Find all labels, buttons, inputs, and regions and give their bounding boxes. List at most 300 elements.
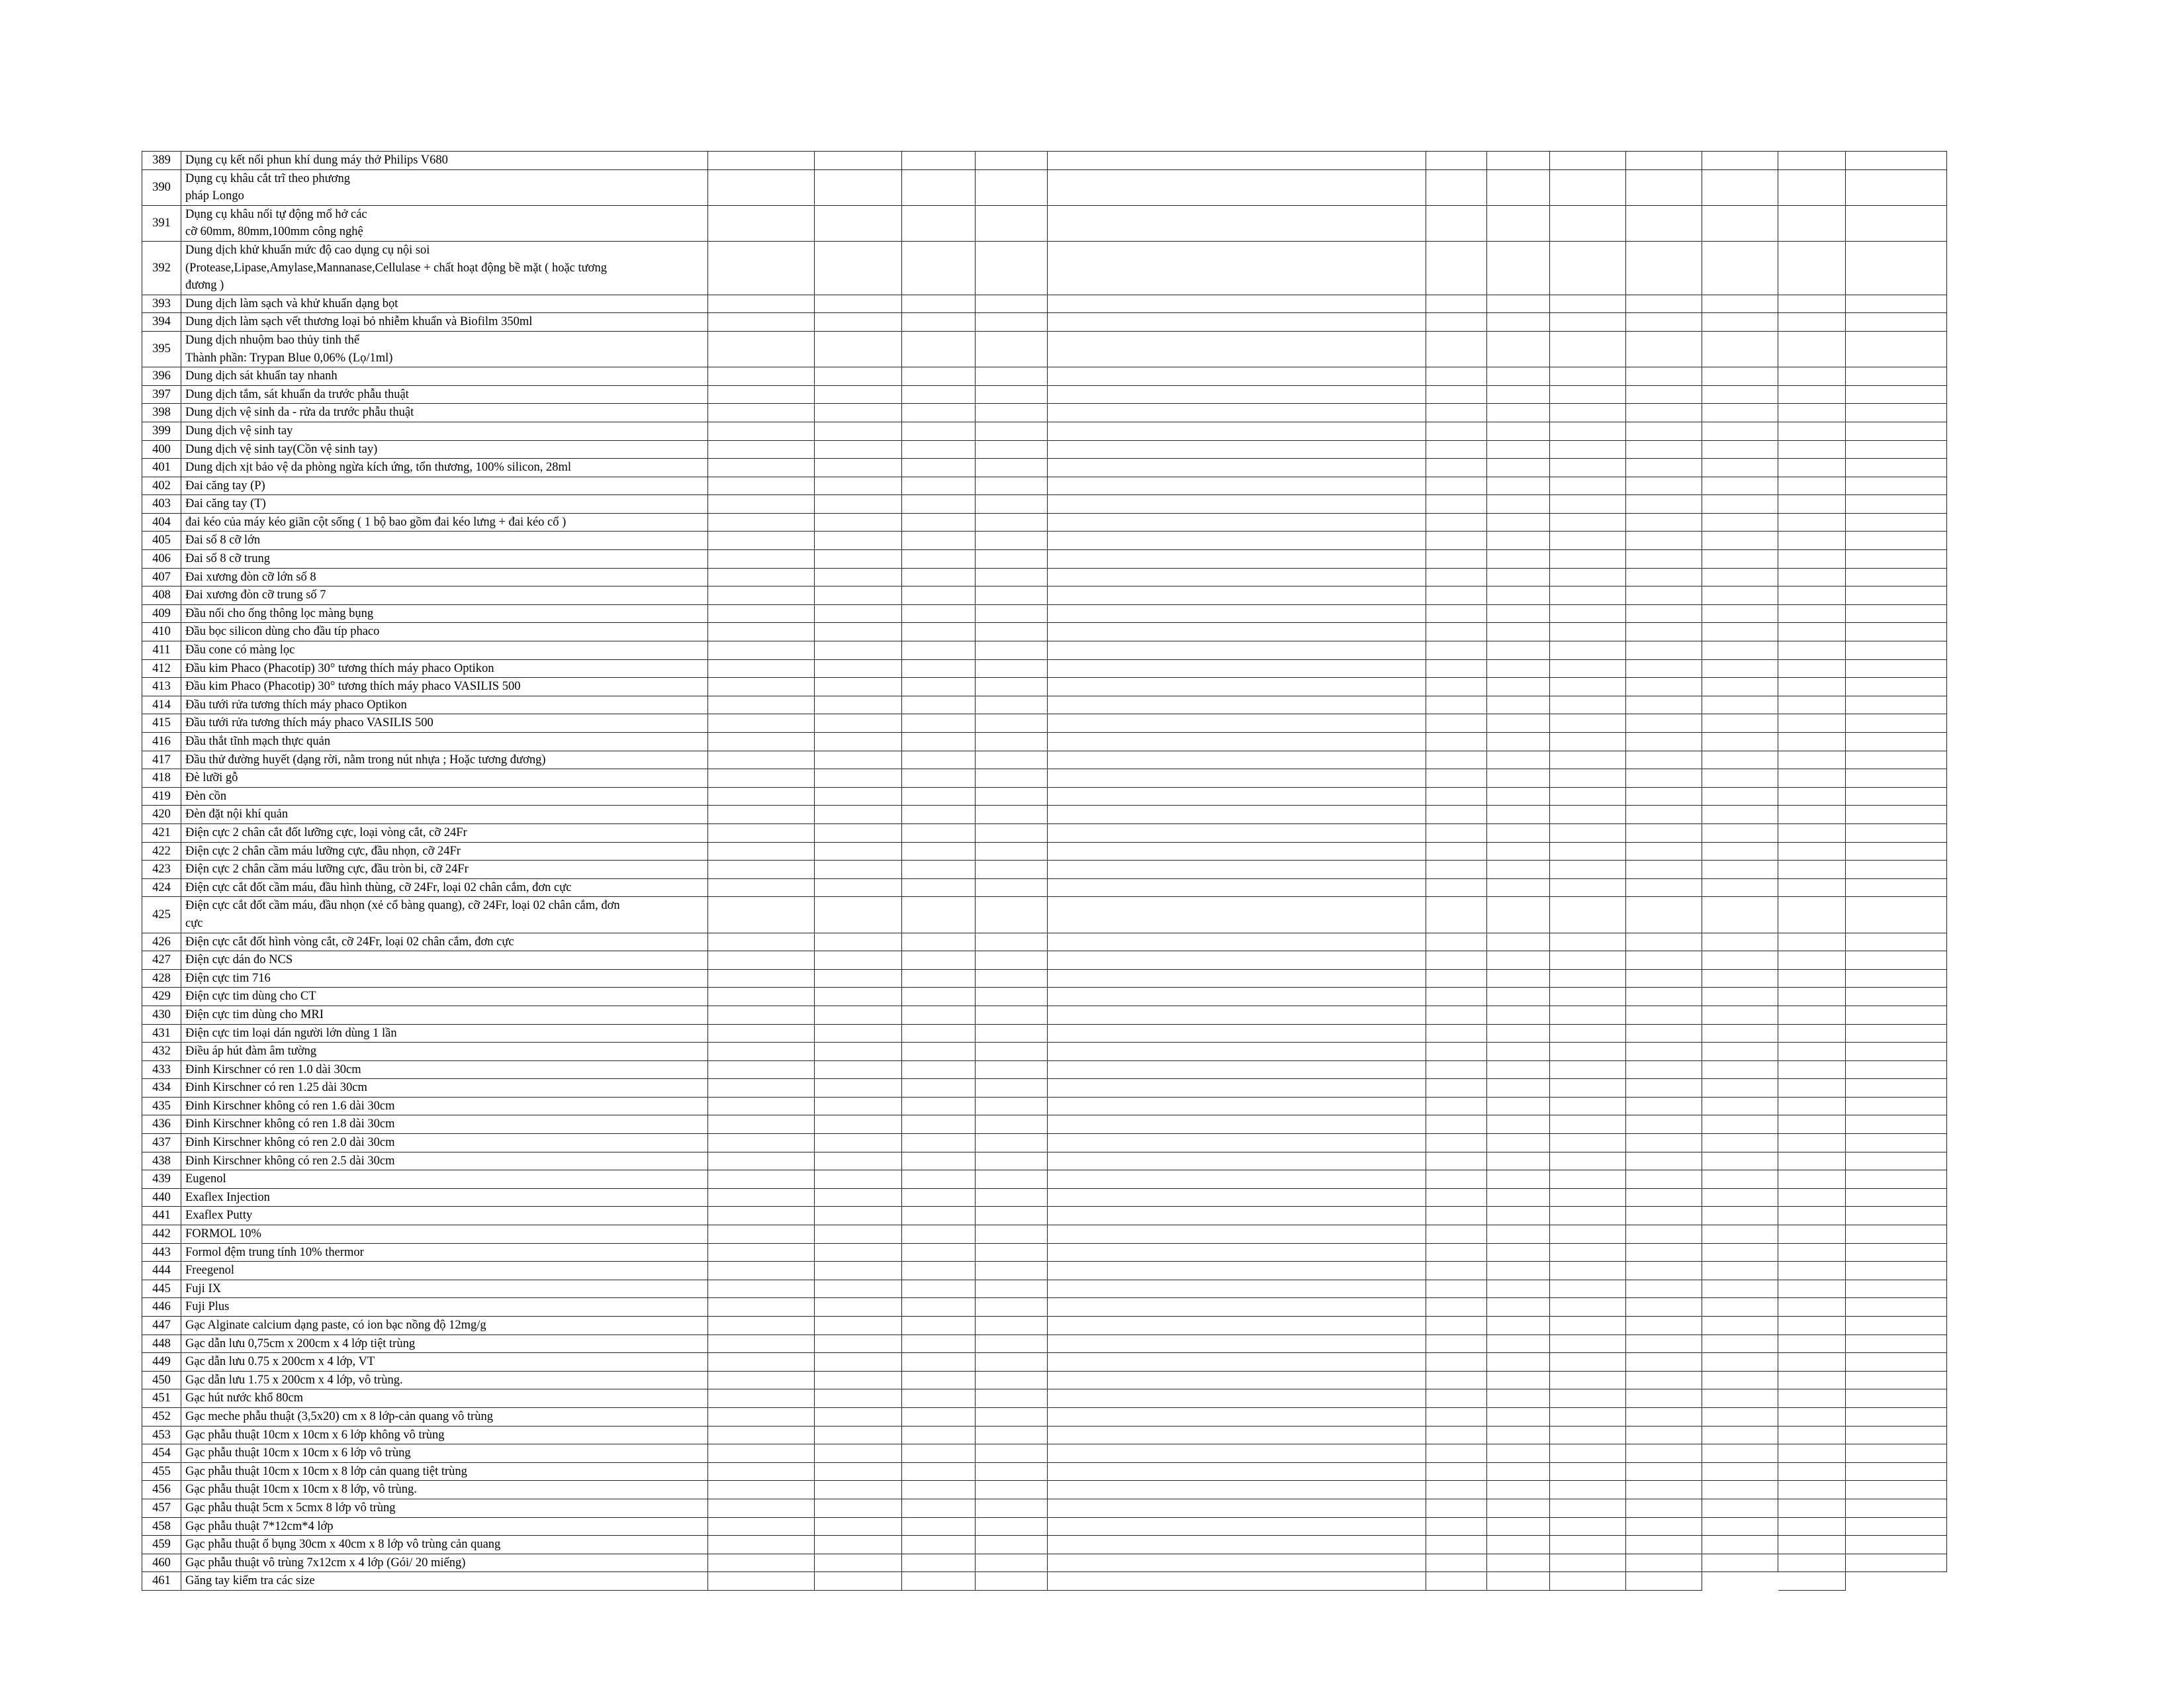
item-description-cell: Dung dịch vệ sinh tay(Cồn vệ sinh tay) <box>181 440 708 459</box>
row-number-cell: 427 <box>142 951 181 970</box>
empty-cell <box>1778 1170 1846 1189</box>
table-row <box>142 1262 1947 1280</box>
empty-cell <box>1426 897 1487 933</box>
empty-cell <box>815 1499 902 1517</box>
table-row <box>142 459 1947 477</box>
empty-cell <box>1487 495 1550 514</box>
empty-cell <box>1487 532 1550 550</box>
empty-cell <box>902 422 976 440</box>
empty-cell <box>976 1407 1048 1426</box>
item-description-cell: Dung dịch sát khuẩn tay nhanh <box>181 367 708 386</box>
empty-cell <box>1550 878 1626 897</box>
empty-cell <box>815 842 902 861</box>
empty-cell <box>1487 1115 1550 1134</box>
empty-cell <box>1846 169 1947 205</box>
table-row <box>142 1335 1947 1353</box>
row-number-cell: 410 <box>142 623 181 641</box>
empty-cell <box>976 1079 1048 1098</box>
empty-cell <box>1487 1389 1550 1408</box>
row-number-cell: 419 <box>142 787 181 806</box>
empty-cell <box>1846 623 1947 641</box>
empty-cell <box>1778 1517 1846 1536</box>
empty-cell <box>1846 1517 1947 1536</box>
empty-cell <box>1487 1097 1550 1115</box>
item-description-cell: Đầu tưới rửa tương thích máy phaco VASILIS 500 <box>181 714 708 733</box>
empty-cell <box>1048 641 1426 660</box>
item-description-cell: Eugenol <box>181 1170 708 1189</box>
empty-cell <box>1626 1024 1702 1043</box>
row-number-cell: 459 <box>142 1536 181 1554</box>
empty-cell <box>1778 1407 1846 1426</box>
empty-cell <box>708 1298 815 1317</box>
empty-cell <box>1426 1079 1487 1098</box>
empty-cell <box>1550 1207 1626 1225</box>
row-number-cell: 458 <box>142 1517 181 1536</box>
empty-cell <box>1846 422 1947 440</box>
empty-cell <box>1702 842 1778 861</box>
empty-cell <box>1487 1152 1550 1170</box>
empty-cell <box>1626 1499 1702 1517</box>
empty-cell <box>1048 1407 1426 1426</box>
empty-cell <box>1778 1043 1846 1061</box>
item-description-cell: Đinh Kirschner không có ren 1.8 dài 30cm <box>181 1115 708 1134</box>
empty-cell <box>1846 385 1947 404</box>
empty-cell <box>1487 205 1550 241</box>
empty-cell <box>1550 1134 1626 1152</box>
item-description-cell: Đầu thử đường huyết (dạng rời, nằm trong nút nhựa ; Hoặc tương đương) <box>181 751 708 769</box>
empty-cell <box>1550 550 1626 569</box>
empty-cell <box>902 1097 976 1115</box>
empty-cell <box>815 714 902 733</box>
empty-cell <box>1426 769 1487 788</box>
empty-cell <box>976 241 1048 295</box>
empty-cell <box>1778 513 1846 532</box>
empty-cell <box>1487 1371 1550 1389</box>
empty-cell <box>1702 1317 1778 1335</box>
empty-cell <box>1778 1481 1846 1499</box>
empty-cell <box>976 659 1048 678</box>
empty-cell <box>1487 1298 1550 1317</box>
empty-cell <box>1778 751 1846 769</box>
empty-cell <box>1048 787 1426 806</box>
empty-cell <box>976 623 1048 641</box>
empty-cell <box>976 714 1048 733</box>
empty-cell <box>1626 1188 1702 1207</box>
empty-cell <box>815 1298 902 1317</box>
empty-cell <box>1702 1554 1778 1572</box>
item-description-cell: Fuji IX <box>181 1280 708 1298</box>
empty-cell <box>1626 1517 1702 1536</box>
empty-cell <box>1048 169 1426 205</box>
empty-cell <box>708 586 815 605</box>
empty-cell <box>815 1280 902 1298</box>
empty-cell <box>708 1024 815 1043</box>
empty-cell <box>1702 550 1778 569</box>
empty-cell <box>1550 1006 1626 1024</box>
empty-cell <box>1550 586 1626 605</box>
empty-cell <box>815 1225 902 1244</box>
empty-cell <box>1846 550 1947 569</box>
empty-cell <box>1702 295 1778 313</box>
empty-cell <box>1846 806 1947 824</box>
empty-cell <box>976 586 1048 605</box>
empty-cell <box>1550 751 1626 769</box>
empty-cell <box>1778 951 1846 970</box>
empty-cell <box>1846 678 1947 696</box>
empty-cell <box>1550 1335 1626 1353</box>
empty-cell <box>1426 1097 1487 1115</box>
empty-cell <box>1550 152 1626 170</box>
empty-cell <box>815 823 902 842</box>
empty-cell <box>1426 861 1487 879</box>
row-number-cell: 456 <box>142 1481 181 1499</box>
empty-cell <box>1487 550 1550 569</box>
empty-cell <box>1626 459 1702 477</box>
empty-cell <box>1846 1444 1947 1463</box>
row-number-cell: 435 <box>142 1097 181 1115</box>
empty-cell <box>815 385 902 404</box>
row-number-cell: 446 <box>142 1298 181 1317</box>
empty-cell <box>708 1317 815 1335</box>
empty-cell <box>1846 313 1947 332</box>
empty-cell <box>1626 1079 1702 1098</box>
empty-cell <box>1702 1407 1778 1426</box>
empty-cell <box>1048 1426 1426 1444</box>
item-description-cell: Gạc phẫu thuật ổ bụng 30cm x 40cm x 8 lớp vô trùng cản quang <box>181 1536 708 1554</box>
empty-cell <box>1426 842 1487 861</box>
empty-cell <box>1426 623 1487 641</box>
empty-cell <box>1426 733 1487 751</box>
empty-cell <box>1426 459 1487 477</box>
empty-cell <box>1626 295 1702 313</box>
item-description-cell: Đinh Kirschner không có ren 2.0 dài 30cm <box>181 1134 708 1152</box>
empty-cell <box>815 241 902 295</box>
empty-cell <box>708 951 815 970</box>
empty-cell <box>708 1371 815 1389</box>
empty-cell <box>1702 495 1778 514</box>
row-number-cell: 444 <box>142 1262 181 1280</box>
empty-cell <box>1778 1335 1846 1353</box>
empty-cell <box>1550 331 1626 367</box>
empty-cell <box>976 1371 1048 1389</box>
empty-cell <box>815 806 902 824</box>
empty-cell <box>1626 1462 1702 1481</box>
empty-cell <box>815 1481 902 1499</box>
empty-cell <box>1846 1115 1947 1134</box>
empty-cell <box>815 295 902 313</box>
empty-cell <box>815 1079 902 1098</box>
empty-cell <box>708 422 815 440</box>
row-number-cell: 407 <box>142 568 181 586</box>
item-description-cell: Điều áp hút đàm âm tường <box>181 1043 708 1061</box>
empty-cell <box>1626 550 1702 569</box>
empty-cell <box>1048 205 1426 241</box>
empty-cell <box>1550 313 1626 332</box>
empty-cell <box>1550 1426 1626 1444</box>
table-row <box>142 1298 1947 1317</box>
empty-cell <box>1702 1060 1778 1079</box>
empty-cell <box>1846 1188 1947 1207</box>
empty-cell <box>1846 1353 1947 1372</box>
empty-cell <box>1626 1481 1702 1499</box>
table-row <box>142 241 1947 295</box>
row-number-cell: 396 <box>142 367 181 386</box>
empty-cell <box>1487 586 1550 605</box>
empty-cell <box>815 550 902 569</box>
table-row <box>142 1353 1947 1372</box>
empty-cell <box>1626 1298 1702 1317</box>
empty-cell <box>1626 205 1702 241</box>
empty-cell <box>1778 1298 1846 1317</box>
empty-cell <box>708 440 815 459</box>
empty-cell <box>1426 313 1487 332</box>
empty-cell <box>1426 331 1487 367</box>
empty-cell <box>1626 969 1702 988</box>
table-row <box>142 1207 1947 1225</box>
empty-cell <box>976 568 1048 586</box>
empty-cell <box>1048 295 1426 313</box>
empty-cell <box>976 823 1048 842</box>
row-number-cell: 420 <box>142 806 181 824</box>
empty-cell <box>815 1243 902 1262</box>
row-number-cell: 401 <box>142 459 181 477</box>
empty-cell <box>1702 678 1778 696</box>
empty-cell <box>1846 1572 1947 1591</box>
empty-cell <box>1626 1207 1702 1225</box>
empty-cell <box>1846 897 1947 933</box>
empty-cell <box>1702 1572 1778 1591</box>
empty-cell <box>1846 1298 1947 1317</box>
empty-cell <box>815 787 902 806</box>
row-number-cell: 409 <box>142 604 181 623</box>
empty-cell <box>1426 988 1487 1006</box>
empty-cell <box>1487 1170 1550 1189</box>
empty-cell <box>976 313 1048 332</box>
empty-cell <box>1550 1499 1626 1517</box>
empty-cell <box>1048 1499 1426 1517</box>
empty-cell <box>1048 331 1426 367</box>
empty-cell <box>708 733 815 751</box>
empty-cell <box>1702 568 1778 586</box>
empty-cell <box>1487 385 1550 404</box>
empty-cell <box>1487 241 1550 295</box>
empty-cell <box>815 1554 902 1572</box>
empty-cell <box>1048 1097 1426 1115</box>
empty-cell <box>1702 385 1778 404</box>
empty-cell <box>708 459 815 477</box>
empty-cell <box>1702 1280 1778 1298</box>
empty-cell <box>1626 641 1702 660</box>
empty-cell <box>1048 933 1426 951</box>
empty-cell <box>1550 1225 1626 1244</box>
item-description-cell: Điện cực 2 chân cắt đốt lưỡng cực, loại vòng cắt, cỡ 24Fr <box>181 823 708 842</box>
table-row <box>142 205 1947 241</box>
empty-cell <box>1778 495 1846 514</box>
table-row <box>142 1188 1947 1207</box>
empty-cell <box>1778 641 1846 660</box>
empty-cell <box>1048 878 1426 897</box>
empty-cell <box>1487 951 1550 970</box>
empty-cell <box>1426 513 1487 532</box>
empty-cell <box>1626 678 1702 696</box>
row-number-cell: 393 <box>142 295 181 313</box>
empty-cell <box>1550 169 1626 205</box>
empty-cell <box>1426 1152 1487 1170</box>
row-number-cell: 391 <box>142 205 181 241</box>
empty-cell <box>1048 714 1426 733</box>
empty-cell <box>815 1188 902 1207</box>
empty-cell <box>902 295 976 313</box>
item-description-cell: Gạc Alginate calcium dạng paste, có ion bạc nồng độ 12mg/g <box>181 1317 708 1335</box>
empty-cell <box>976 1462 1048 1481</box>
table-row <box>142 313 1947 332</box>
empty-cell <box>902 823 976 842</box>
empty-cell <box>1778 313 1846 332</box>
empty-cell <box>1778 459 1846 477</box>
empty-cell <box>1426 205 1487 241</box>
empty-cell <box>1487 1134 1550 1152</box>
empty-cell <box>1778 1462 1846 1481</box>
empty-cell <box>1778 659 1846 678</box>
empty-cell <box>1048 823 1426 842</box>
empty-cell <box>1778 1317 1846 1335</box>
empty-cell <box>1778 385 1846 404</box>
item-description-cell: Găng tay kiểm tra các size <box>181 1572 708 1591</box>
empty-cell <box>902 1462 976 1481</box>
empty-cell <box>1846 459 1947 477</box>
empty-cell <box>1550 404 1626 422</box>
empty-cell <box>708 1152 815 1170</box>
empty-cell <box>1778 404 1846 422</box>
empty-cell <box>1702 1115 1778 1134</box>
empty-cell <box>1550 1554 1626 1572</box>
empty-cell <box>1626 1134 1702 1152</box>
empty-cell <box>902 1389 976 1408</box>
empty-cell <box>708 205 815 241</box>
empty-cell <box>1426 1444 1487 1463</box>
empty-cell <box>1846 1043 1947 1061</box>
empty-cell <box>902 1207 976 1225</box>
empty-cell <box>1626 1389 1702 1408</box>
empty-cell <box>815 897 902 933</box>
empty-cell <box>1702 1499 1778 1517</box>
empty-cell <box>1778 422 1846 440</box>
empty-cell <box>1626 988 1702 1006</box>
empty-cell <box>1846 1134 1947 1152</box>
empty-cell <box>815 1536 902 1554</box>
empty-cell <box>1846 1554 1947 1572</box>
empty-cell <box>902 714 976 733</box>
empty-cell <box>1048 550 1426 569</box>
empty-cell <box>1550 623 1626 641</box>
empty-cell <box>1702 696 1778 714</box>
empty-cell <box>1626 241 1702 295</box>
row-number-cell: 404 <box>142 513 181 532</box>
empty-cell <box>1426 969 1487 988</box>
empty-cell <box>1048 1043 1426 1061</box>
empty-cell <box>1550 1280 1626 1298</box>
empty-cell <box>1778 1572 1846 1591</box>
empty-cell <box>1702 440 1778 459</box>
empty-cell <box>815 1335 902 1353</box>
empty-cell <box>815 152 902 170</box>
empty-cell <box>976 1262 1048 1280</box>
empty-cell <box>1550 787 1626 806</box>
empty-cell <box>815 1444 902 1463</box>
empty-cell <box>815 678 902 696</box>
empty-cell <box>1778 678 1846 696</box>
empty-cell <box>1626 897 1702 933</box>
empty-cell <box>815 696 902 714</box>
empty-cell <box>902 1536 976 1554</box>
empty-cell <box>1778 988 1846 1006</box>
item-description-cell: Gạc phẫu thuật 7*12cm*4 lớp <box>181 1517 708 1536</box>
empty-cell <box>902 241 976 295</box>
empty-cell <box>902 751 976 769</box>
empty-cell <box>1550 604 1626 623</box>
item-description-cell: Điện cực tim dùng cho CT <box>181 988 708 1006</box>
empty-cell <box>1702 1079 1778 1098</box>
empty-cell <box>1846 440 1947 459</box>
empty-cell <box>1702 861 1778 879</box>
empty-cell <box>708 842 815 861</box>
empty-cell <box>902 1335 976 1353</box>
empty-cell <box>1626 1152 1702 1170</box>
empty-cell <box>1426 604 1487 623</box>
empty-cell <box>815 623 902 641</box>
row-number-cell: 439 <box>142 1170 181 1189</box>
empty-cell <box>1626 1572 1702 1591</box>
empty-cell <box>1048 1006 1426 1024</box>
empty-cell <box>1702 1262 1778 1280</box>
table-row <box>142 1134 1947 1152</box>
table-row <box>142 659 1947 678</box>
empty-cell <box>1550 1262 1626 1280</box>
empty-cell <box>1846 823 1947 842</box>
table-row <box>142 1152 1947 1170</box>
empty-cell <box>1550 1024 1626 1043</box>
empty-cell <box>1846 404 1947 422</box>
empty-cell <box>1487 823 1550 842</box>
empty-cell <box>1426 659 1487 678</box>
item-description-cell: Dung dịch khử khuẩn mức độ cao dụng cụ nội soi (Protease,Lipase,Amylase,Mannanase,Cellulase + chất hoạt động bề mặt ( hoặc tương đương ) <box>181 241 708 295</box>
empty-cell <box>1550 1462 1626 1481</box>
empty-cell <box>976 1426 1048 1444</box>
empty-cell <box>1048 477 1426 495</box>
empty-cell <box>1846 1481 1947 1499</box>
empty-cell <box>1487 1554 1550 1572</box>
empty-cell <box>1487 1517 1550 1536</box>
empty-cell <box>1778 440 1846 459</box>
empty-cell <box>1048 861 1426 879</box>
empty-cell <box>902 586 976 605</box>
empty-cell <box>1048 422 1426 440</box>
empty-cell <box>902 1188 976 1207</box>
item-description-cell: Dung dịch xịt bảo vệ da phòng ngừa kích ứng, tổn thương, 100% silicon, 28ml <box>181 459 708 477</box>
empty-cell <box>1550 769 1626 788</box>
empty-cell <box>1702 1462 1778 1481</box>
empty-cell <box>815 769 902 788</box>
empty-cell <box>708 969 815 988</box>
empty-cell <box>708 623 815 641</box>
empty-cell <box>1048 495 1426 514</box>
empty-cell <box>1487 659 1550 678</box>
table-row <box>142 152 1947 170</box>
empty-cell <box>1778 1079 1846 1098</box>
empty-cell <box>1778 1152 1846 1170</box>
empty-cell <box>1487 1188 1550 1207</box>
item-description-cell: Gạc phẫu thuật 10cm x 10cm x 6 lớp vô trùng <box>181 1444 708 1463</box>
